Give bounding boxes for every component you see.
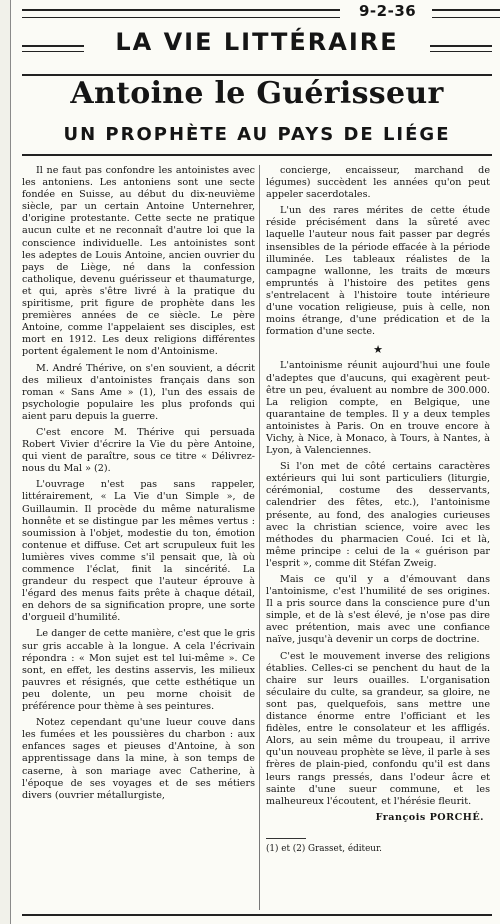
footnote: (1) et (2) Grasset, éditeur. xyxy=(266,843,382,854)
paragraph: Le danger de cette manière, c'est que le gris sur gris accable à la longue. A cela l'écrivain répondra : « Mon sujet est tel lui-même ». Ce sont, en effet, les destins asservis, les milieux pauvres et résignés, que cette esthétique un peu dolente, un peu morne choisit de préférence pour thème à ses peintures. xyxy=(22,628,255,713)
article-title: Antoine le Guérisseur xyxy=(22,74,492,111)
subtitle-rule xyxy=(22,154,492,159)
paragraph: L'antoinisme réunit aujourd'hui une foule d'adeptes que d'aucuns, qui exagèrent peut-être un peu, évaluent au nombre de 300.000. La religion compte, en Belgique, une quarantaine de temples. Il y a deux temples antoinistes à Paris. On en trouve encore à Vichy, à Nice, à Monaco, à Tours, à Nantes, à Lyon, à Valenciennes. xyxy=(266,360,490,457)
section-title: LA VIE LITTÉRAIRE xyxy=(115,28,399,56)
header-rule-left xyxy=(22,9,340,18)
issue-date: 9-2-36 xyxy=(359,2,417,20)
adjacent-column-edge xyxy=(0,0,11,924)
bottom-rule xyxy=(22,914,492,918)
footnote-rule xyxy=(266,838,306,839)
paragraph: L'ouvrage n'est pas sans rappeler, littérairement, « La Vie d'un Simple », de Guillaumin. Il procède du même naturalisme honnête et se distingue par les mêmes vertus : soumission à l'objet, modestie du ton, émotion contenue et diffuse. Cet art scrupuleux fuit les lumières vives comme s'il pensait que, là où commence l'éclat, finit la sincérité. La grandeur du respect que l'auteur éprouve à l'égard des menus faits prête à chaque détail, en dehors de sa signification propre, une sorte d'orgueil d'humilité. xyxy=(22,479,255,624)
paragraph: Il ne faut pas confondre les antoinistes avec les antoniens. Les antoniens sont une secte fondée en Suisse, au début du dix-neuvième siècle, par un certain Antoine Unternehrer, d'origine protestante. Cette secte ne pratique aucun culte et ne reconnaît d'autre loi que la conscience individuelle. Les antoinistes sont les adeptes de Louis Antoine, ancien ouvrier du pays de Liège, né dans la confession catholique, devenu guérisseur et thaumaturge, et qui, après s'être livré à la pratique du spiritisme, prit figure de prophète dans les premières années de ce siècle. Le père Antoine, comme l'appelaient ses disciples, est mort en 1912. Les deux religions différentes portent également le nom d'Antoinisme. xyxy=(22,165,255,358)
header-rule-right xyxy=(432,9,500,18)
article-column-right xyxy=(266,165,490,859)
paragraph: Mais ce qu'il y a d'émouvant dans l'antoinisme, c'est l'humilité de ses origines. Il a pris source dans la conscience pure d'un simple, et de là s'est élevé, je n'ose pas dire avec prétention, mais avec une confiance naïve, jusqu'à devenir un corps de doctrine. xyxy=(266,574,490,646)
section-rule-left xyxy=(22,45,84,52)
paragraph: C'est le mouvement inverse des religions établies. Celles-ci se penchent du haut de la chaire sur leurs ouailles. L'organisation séculaire du culte, sa grandeur, sa gloire, ne sont pas, quelquefois, sans mettre une distance énorme entre l'officiant et les fidèles, entre le consolateur et les affligés. Alors, au sein même du troupeau, il arrive qu'un nouveau prophète se lève, il parle à ses frères de plain-pied, confondu qu'il est dans leurs rangs pressés, dans l'odeur âcre et sainte d'une sueur commune, et les malheureux l'écoutent, et l'hérésie fleurit. xyxy=(266,650,490,807)
paragraph: Si l'on met de côté certains caractères extérieurs qui lui sont particuliers (liturgie, cérémonial, costume des desservants, calendrier des fêtes, etc.), l'antoinisme présente, au fond, des analogies curieuses avec la christian science, voire avec les méthodes du pharmacien Coué. Ici et là, même principe : celui de la « guérison par l'esprit », comme dit Stéfan Zweig. xyxy=(266,461,490,569)
paragraph: concierge, encaisseur, marchand de légumes) succèdent les années qu'on peut appeler sacerdotales. xyxy=(266,165,490,201)
paragraph: M. André Thérive, on s'en souvient, a décrit des milieux d'antoinistes français dans son roman « Sans Ame » (1), l'un des essais de psychologie populaire les plus profonds qui aient paru depuis la guerre. xyxy=(22,362,255,422)
date-row xyxy=(22,4,492,22)
section-header xyxy=(22,28,492,64)
section-rule-right xyxy=(430,45,492,52)
author-signature: François PORCHÉ. xyxy=(375,811,484,823)
article-subtitle: UN PROPHÈTE AU PAYS DE LIÉGE xyxy=(63,124,451,145)
paragraph: L'un des rares mérites de cette étude réside précisément dans la sûreté avec laquelle l'auteur nous fait passer par degrés insensibles de la période effacée à la période illuminée. Les tableaux réalistes de la campagne wallonne, les traits de mœurs empruntés à l'histoire des petites gens s'entrelacent à l'histoire toute intérieure d'une vocation religieuse, puis à celle, non moins étrange, d'une prédication et de la formation d'une secte. xyxy=(266,205,490,338)
column-divider xyxy=(259,165,260,910)
star-separator: ★ xyxy=(373,343,383,357)
article-column-left xyxy=(22,165,255,806)
paragraph: Notez cependant qu'une lueur couve dans les fumées et les poussières du charbon : aux enfances sages et pieuses d'Antoine, à son apprentissage dans la mine, à son temps de caserne, à son mariage avec Catherine, à l'époque de ses voyages et de ses métiers divers (ouvrier métallurgiste, xyxy=(22,717,255,801)
paragraph: C'est encore M. Thérive qui persuada Robert Vivier d'écrire la Vie du père Antoine, qui vient de paraître, sous ce titre « Délivrez-nous du Mal » (2). xyxy=(22,426,255,475)
